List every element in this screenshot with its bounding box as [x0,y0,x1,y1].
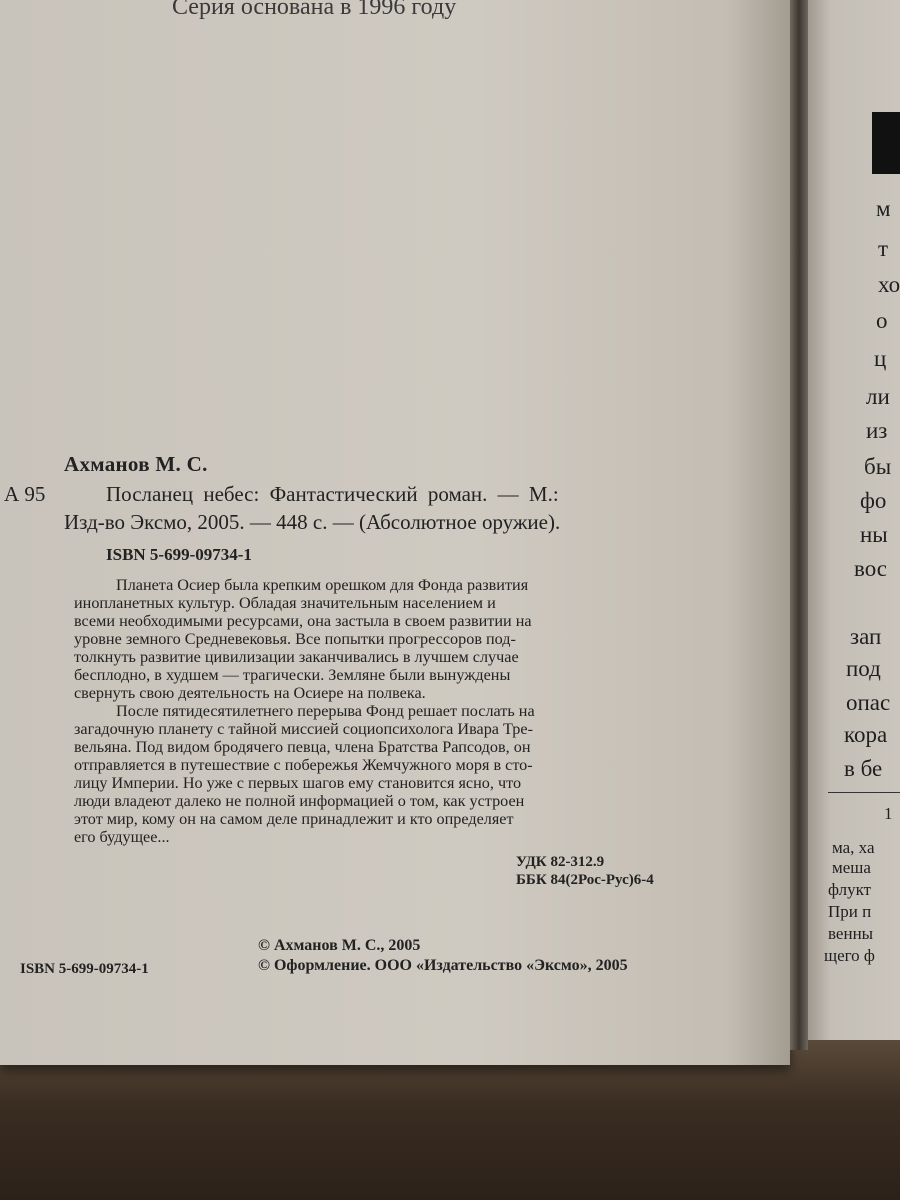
facing-line: т [878,236,889,261]
facing-line: ли [866,384,890,409]
drop-cap-block [872,112,900,174]
footnote-marker: 1 [884,804,893,823]
abstract-line: отправляется в путешествие с побережья Жемчужного моря в сто- [74,756,533,774]
abstract-line: люди владеют далеко не полной информацией о том, как устроен [74,792,525,810]
footnote-line: При п [828,902,872,921]
abstract-line: лицу Империи. Но уже с первых шагов ему становится ясно, что [74,774,522,792]
footnote-line: меша [832,858,871,877]
facing-line: в бе [844,756,883,781]
abstract-line: Планета Осиер была крепким орешком для Фонда развития [116,576,529,594]
footnote-line: щего ф [824,946,875,965]
facing-line: фо [860,488,887,513]
facing-line: м [876,196,891,221]
abstract-line: загадочную планету с тайной миссией социопсихолога Ивара Тре- [74,720,533,738]
facing-line: под [846,656,881,681]
abstract-line: бесплодно, в худшем — трагически. Земляне были вынуждены [74,666,511,684]
udk-code: УДК 82-312.9 [516,854,605,870]
abstract-line: вельяна. Под видом бродячего певца, члена Братства Рапсодов, он [74,738,531,756]
facing-page [808,0,900,1040]
book-abstract [74,576,714,846]
bibliographic-title-line-1: Посланец небес: Фантастический роман. — М.: [106,482,559,506]
series-line: Серия основана в 1996 году [172,0,457,20]
bibliographic-title-line-2: Изд-во Эксмо, 2005. — 448 с. — (Абсолютное оружие). [64,510,561,534]
facing-line: из [866,418,888,443]
book-spine-gutter [790,0,808,1050]
copyright-design: © Оформление. ООО «Издательство «Эксмо», 2005 [258,957,628,974]
facing-line: кора [844,722,888,747]
isbn-bottom: ISBN 5-699-09734-1 [20,961,149,977]
bbk-code: ББК 84(2Рос-Рус)6-4 [516,872,654,888]
facing-line: хо [878,272,900,297]
facing-line: о [876,308,888,333]
abstract-line: толкнуть развитие цивилизации заканчивались в лучшем случае [74,648,519,666]
footnote-line: ма, ха [832,838,875,857]
facing-line: вос [854,556,887,581]
abstract-line: уровне земного Средневековья. Все попытки прогрессоров под- [74,630,516,648]
copyright-author: © Ахманов М. С., 2005 [258,937,421,954]
isbn-line: ISBN 5-699-09734-1 [106,545,252,564]
abstract-line: этот мир, кому он на самом деле принадлежит и кто определяет [74,810,514,828]
abstract-line: его будущее... [74,828,170,846]
abstract-line: После пятидесятилетнего перерыва Фонд решает послать на [116,702,535,720]
facing-line: ны [860,522,888,547]
catalog-code: А 95 [4,482,46,506]
facing-line: ц [874,346,887,371]
abstract-line: всеми необходимыми ресурсами, она застыла в своем развитии на [74,612,532,630]
footnote-line: флукт [828,880,872,899]
abstract-line: инопланетных культур. Обладая значительным населением и [74,594,496,612]
footnote-line: венны [828,924,874,943]
book-author: Ахманов М. С. [64,452,208,476]
facing-line: опас [846,690,891,715]
facing-line: бы [864,454,892,479]
abstract-line: свернуть свою деятельность на Осиере на полвека. [74,684,426,702]
footnote-rule [828,792,900,793]
facing-line: зап [850,624,882,649]
